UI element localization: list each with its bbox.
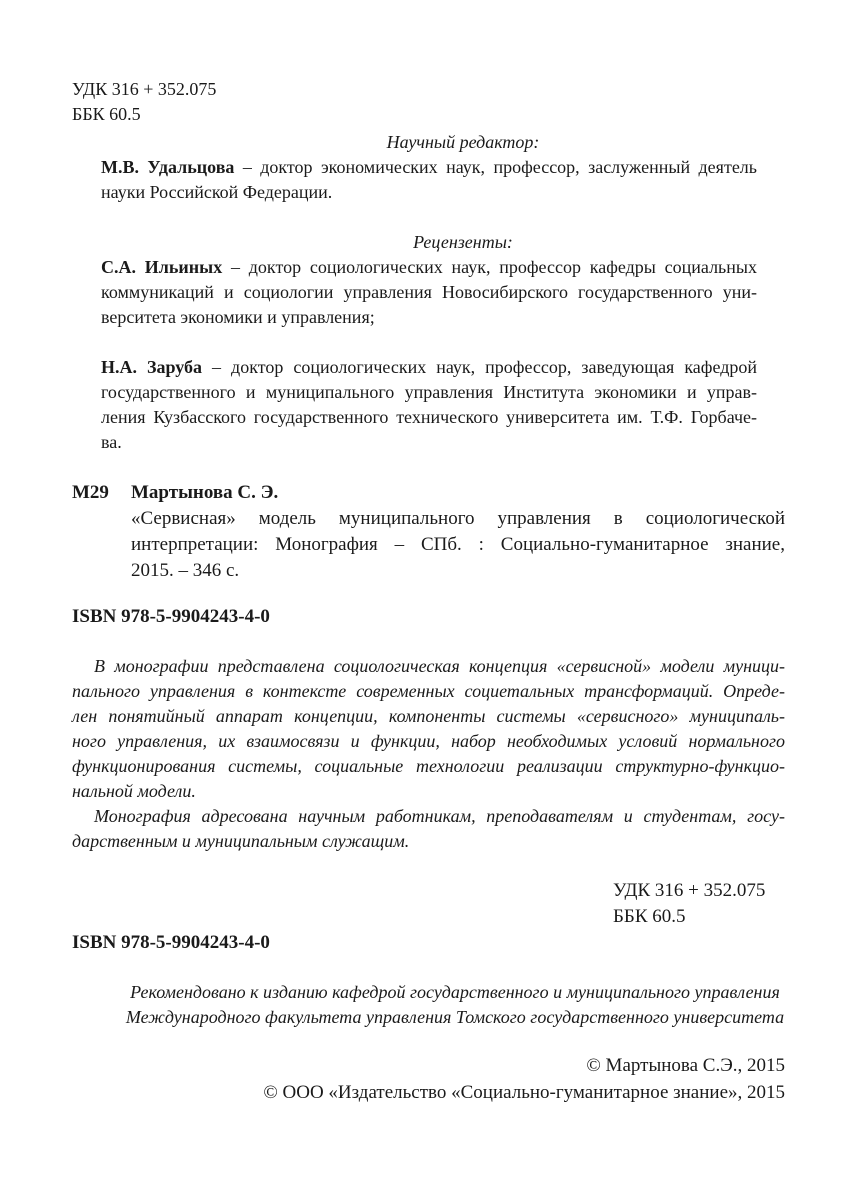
- reviewer-2-line-2: государственного и муниципального управления Института экономики и управ-: [101, 382, 757, 402]
- catalog-code: М29: [72, 482, 109, 503]
- reviewer-1-block: [101, 255, 757, 330]
- catalog-line-3: 2015. – 346 с.: [131, 560, 240, 581]
- abstract-p2-line-1: Монография адресована научным работникам, преподавателям и студентам, госу-: [94, 806, 785, 826]
- abstract-p1-line-3: лен понятийный аппарат концепции, компоненты системы «сервисного» муниципаль-: [72, 706, 785, 726]
- reviewer-2-block: [101, 355, 757, 455]
- reviewer-1-line-2: коммуникаций и социологии управления Новосибирского государственного уни-: [101, 282, 757, 302]
- editor-name: М.В. Удальцова: [101, 157, 235, 177]
- abstract-p2-line-2: дарственным и муниципальным служащим.: [72, 831, 410, 851]
- abstract-p1-line-6: нальной модели.: [72, 781, 196, 801]
- reviewer-2-line-3: ления Кузбасского государственного технического университета им. Т.Ф. Горбаче-: [101, 407, 757, 427]
- recommendation-line-1: Рекомендовано к изданию кафедрой государственного и муниципального управления: [130, 982, 780, 1002]
- catalog-author: Мартынова С. Э.: [131, 482, 279, 503]
- bbk-code-bottom: ББК 60.5: [613, 906, 686, 927]
- abstract-p1-line-4: ного управления, их взаимосвязи и функции, набор необходимых условий нормального: [72, 731, 785, 751]
- isbn-bottom: ISBN 978-5-9904243-4-0: [72, 932, 270, 953]
- top-codes: [72, 77, 216, 127]
- editor-line-2: науки Российской Федерации.: [101, 182, 333, 202]
- recommendation: [72, 980, 838, 1030]
- abstract-p1-line-2: пального управления в контексте современных социетальных трансформаций. Опреде-: [72, 681, 785, 701]
- catalog-line-1: «Сервисная» модель муниципального управления в социологической: [131, 508, 785, 529]
- udk-code: УДК 316 + 352.075: [72, 79, 217, 99]
- reviewer-2-name: Н.А. Заруба: [101, 357, 203, 377]
- catalog-entry: [131, 480, 785, 584]
- abstract: [72, 654, 785, 854]
- copyright-line-1: © Мартынова С.Э., 2015: [586, 1055, 785, 1076]
- isbn-top: ISBN 978-5-9904243-4-0: [72, 606, 270, 627]
- udk-code-bottom: УДК 316 + 352.075: [613, 880, 766, 901]
- bbk-code: ББК 60.5: [72, 104, 141, 124]
- editor-block: [101, 155, 757, 205]
- copyright: [72, 1052, 785, 1106]
- reviewer-2-line-1: Н.А. Заруба – доктор социологических наук, профессор, заведующая кафедрой: [101, 357, 757, 377]
- editor-heading: Научный редактор:: [386, 132, 540, 152]
- recommendation-line-2: Международного факультета управления Томского государственного университета: [125, 1007, 785, 1027]
- catalog-line-2: интерпретации: Монография – СПб. : Социально-гуманитарное знание,: [131, 534, 785, 555]
- editor-line-1: М.В. Удальцова – доктор экономических наук, профессор, заслуженный деятель: [101, 157, 757, 177]
- copyright-line-2: © ООО «Издательство «Социально-гуманитарное знание», 2015: [263, 1082, 785, 1103]
- reviewers-heading: Рецензенты:: [413, 232, 513, 252]
- abstract-p1-line-1: В монографии представлена социологическая концепция «сервисной» модели муници-: [94, 656, 785, 676]
- reviewer-1-line-1: С.А. Ильиных – доктор социологических наук, профессор кафедры социальных: [101, 257, 757, 277]
- abstract-p1-line-5: функционирования системы, социальные технологии реализации структурно-функцио-: [72, 756, 785, 776]
- reviewer-1-name: С.А. Ильиных: [101, 257, 223, 277]
- reviewer-1-line-3: верситета экономики и управления;: [101, 307, 375, 327]
- bottom-codes: [613, 878, 765, 930]
- reviewer-2-line-4: ва.: [101, 432, 122, 452]
